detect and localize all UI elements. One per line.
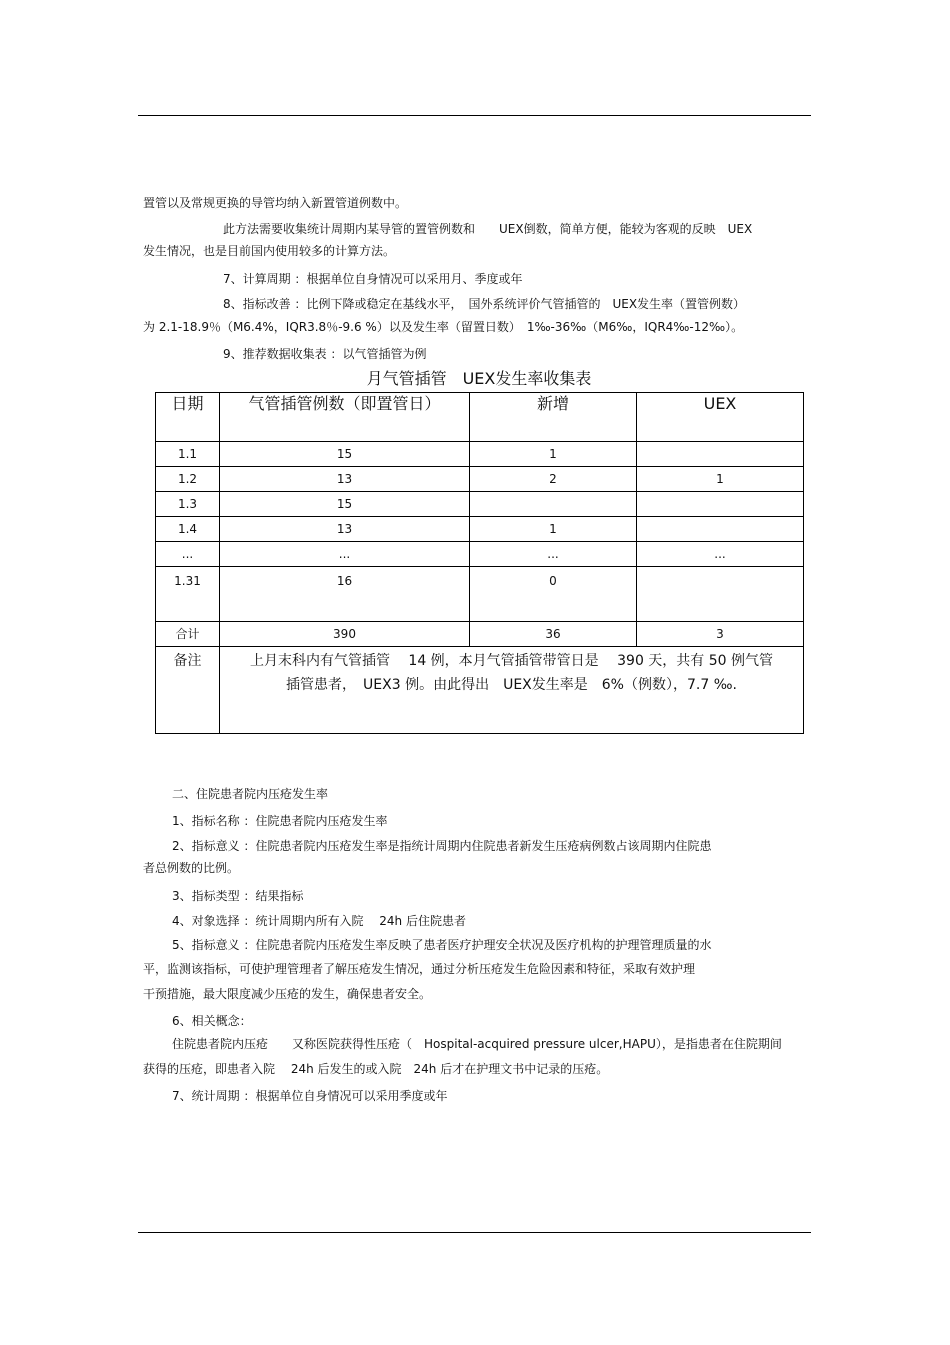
paragraph-line: 置管以及常规更换的导管均纳入新置管道例数中。 xyxy=(143,196,408,210)
paragraph-line: 3、指标类型 ：结果指标 xyxy=(172,889,304,903)
paragraph-line: 者总例数的比例。 xyxy=(143,861,240,875)
header-date: 日期 xyxy=(156,393,220,442)
cell: ... xyxy=(470,542,637,567)
cell: 13 xyxy=(220,467,470,492)
paragraph-line: 干预措施，最大限度减少压疮的发生，确保患者安全。 xyxy=(143,987,432,1001)
cell xyxy=(470,492,637,517)
note-line: 上月末科内有气管插管 14 例，本月气管插管带管日是 390 天，共有 50 例气管 xyxy=(249,653,774,669)
top-rule xyxy=(138,115,811,116)
paragraph-line: 9、推荐数据收集表 ：以气管插管为例 xyxy=(223,347,427,361)
note-label: 备注 xyxy=(156,647,220,734)
paragraph-line: 7、统计周期 ：根据单位自身情况可以采用季度或年 xyxy=(172,1089,448,1103)
table-header-row xyxy=(156,393,804,442)
cell: 1.3 xyxy=(156,492,220,517)
uex-collection-table xyxy=(155,392,804,734)
section-title: 二、住院患者院内压疮发生率 xyxy=(172,787,329,801)
paragraph-line: 7、计算周期 ：根据单位自身情况可以采用月、季度或年 xyxy=(223,272,523,286)
cell: 1 xyxy=(637,467,804,492)
table-note-row xyxy=(156,647,804,734)
cell: ... xyxy=(220,542,470,567)
cell: 13 xyxy=(220,517,470,542)
cell: 16 xyxy=(220,567,470,622)
table-row xyxy=(156,467,804,492)
paragraph-line: 2、指标意义 ：住院患者院内压疮发生率是指统计周期内住院患者新发生压疮病例数占该周期内住院患 xyxy=(172,839,712,853)
paragraph-line: 此方法需要收集统计周期内某导管的置管例数和 UEX倒数，简单方便，能较为客观的反映 UEX xyxy=(223,222,753,236)
table-row xyxy=(156,567,804,622)
paragraph-line: 发生情况，也是目前国内使用较多的计算方法。 xyxy=(143,244,396,258)
paragraph-line: 平，监测该指标，可使护理管理者了解压疮发生情况，通过分析压疮发生危险因素和特征，采取有效护理 xyxy=(143,962,696,976)
cell: 1.2 xyxy=(156,467,220,492)
table-row xyxy=(156,517,804,542)
cell: 15 xyxy=(220,492,470,517)
note-line: 插管患者， UEX3 例。由此得出 UEX发生率是 6%（例数），7.7 ‰. xyxy=(286,677,737,693)
paragraph-line: 1、指标名称 ：住院患者院内压疮发生率 xyxy=(172,814,388,828)
cell: 3 xyxy=(637,622,804,647)
table-caption: 月气管插管 UEX发生率收集表 xyxy=(366,369,592,388)
cell: 0 xyxy=(470,567,637,622)
paragraph-line: 5、指标意义 ：住院患者院内压疮发生率反映了患者医疗护理安全状况及医疗机构的护理管理质量的水 xyxy=(172,938,712,952)
cell: ... xyxy=(156,542,220,567)
table-total-row xyxy=(156,622,804,647)
paragraph-line: 4、对象选择 ：统计周期内所有入院 24h 后住院患者 xyxy=(172,914,466,928)
cell xyxy=(637,492,804,517)
cell xyxy=(637,442,804,467)
cell: 2 xyxy=(470,467,637,492)
cell: 390 xyxy=(220,622,470,647)
cell xyxy=(637,567,804,622)
cell: 36 xyxy=(470,622,637,647)
cell xyxy=(637,517,804,542)
note-text xyxy=(220,647,804,734)
header-uex: UEX xyxy=(637,393,804,442)
cell: 1 xyxy=(470,517,637,542)
paragraph-line: 获得的压疮，即患者入院 24h 后发生的或入院 24h 后才在护理文书中记录的压疮。 xyxy=(143,1062,609,1076)
paragraph-line: 8、指标改善 ：比例下降或稳定在基线水平， 国外系统评价气管插管的 UEX发生率（置管例数） xyxy=(223,297,746,311)
cell: 1 xyxy=(470,442,637,467)
table-row xyxy=(156,542,804,567)
cell: 1.4 xyxy=(156,517,220,542)
cell: 合计 xyxy=(156,622,220,647)
table-row xyxy=(156,492,804,517)
bottom-rule xyxy=(138,1232,811,1233)
paragraph-line: 住院患者院内压疮 又称医院获得性压疮（ Hospital-acquired pressure ulcer,HAPU），是指患者在住院期间 xyxy=(172,1037,782,1051)
cell: 1.31 xyxy=(156,567,220,622)
paragraph-line: 6、相关概念： xyxy=(172,1014,252,1028)
cell: ... xyxy=(637,542,804,567)
cell: 1.1 xyxy=(156,442,220,467)
header-intubation-count: 气管插管例数（即置管日） xyxy=(220,393,470,442)
header-new: 新增 xyxy=(470,393,637,442)
paragraph-line: 为 2.1-18.9％（M6.4%，IQR3.8％-9.6 %）以及发生率（留置日数） 1‰-36‰（M6‰，IQR4‰-12‰）。 xyxy=(143,320,744,334)
cell: 15 xyxy=(220,442,470,467)
table-row xyxy=(156,442,804,467)
